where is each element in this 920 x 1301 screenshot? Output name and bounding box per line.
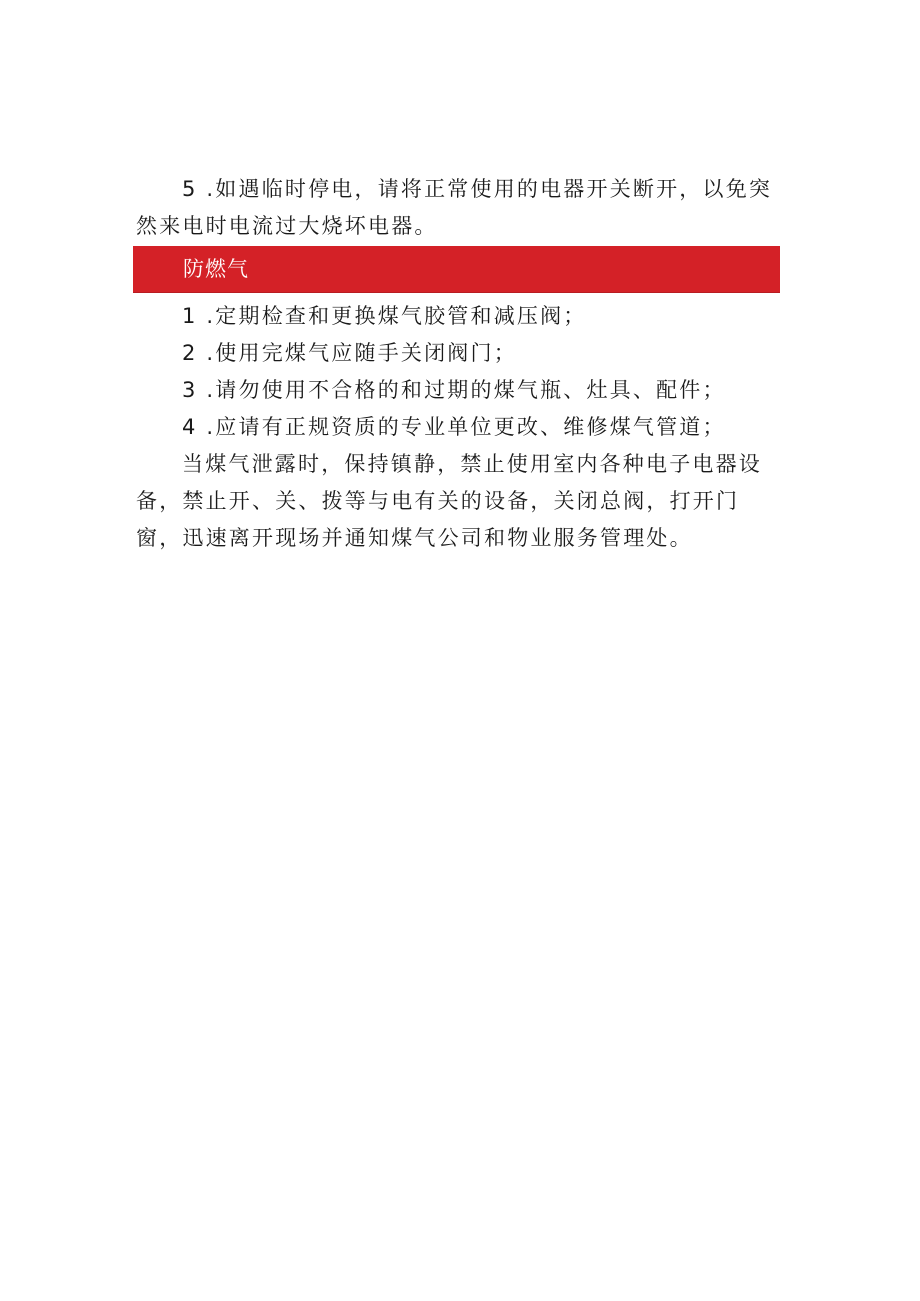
intro-paragraph: 5 .如遇临时停电，请将正常使用的电器开关断开，以免突然来电时电流过大烧坏电器。: [136, 177, 773, 238]
list-item: 2 .使用完煤气应随手关闭阀门；: [182, 341, 517, 365]
safety-list: [136, 298, 780, 446]
section-title: 防燃气: [183, 257, 249, 281]
list-item: 3 .请勿使用不合格的和过期的煤气瓶、灶具、配件；: [182, 378, 726, 402]
list-item: 1 .定期检查和更换煤气胶管和减压阀；: [182, 304, 587, 328]
closing-paragraph: 当煤气泄露时，保持镇静，禁止使用室内各种电子电器设备，禁止开、关、拨等与电有关的设备，关闭总阀，打开门窗，迅速离开现场并通知煤气公司和物业服务管理处。: [136, 452, 762, 550]
list-item: 4 .应请有正规资质的专业单位更改、维修煤气管道；: [182, 415, 726, 439]
section-banner: [133, 246, 780, 293]
